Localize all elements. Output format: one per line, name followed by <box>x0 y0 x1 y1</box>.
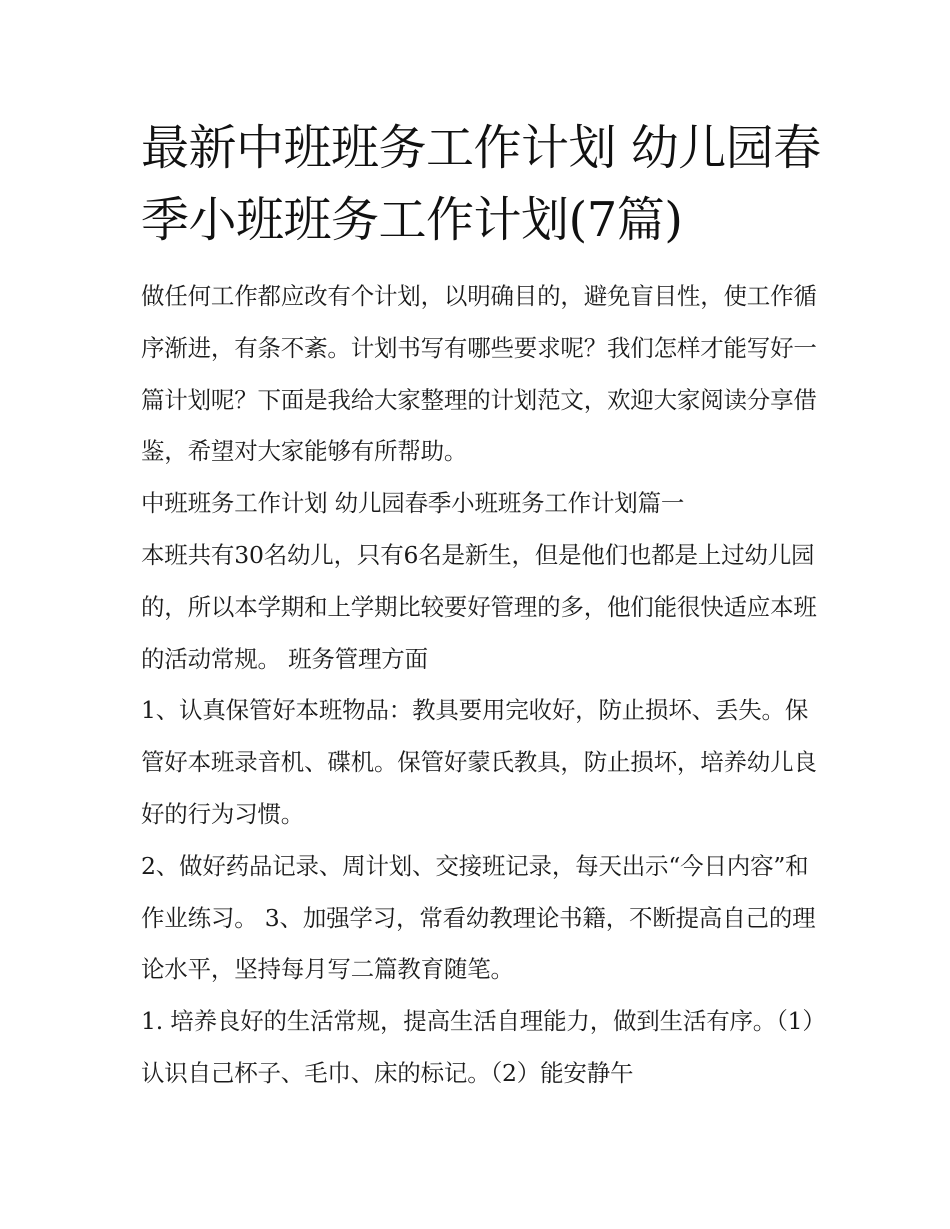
document-body <box>141 112 821 1100</box>
class-overview-paragraph: 本班共有30名幼儿，只有6名是新生，但是他们也都是上过幼儿园的，所以本学期和上学期比较要好管理的多，他们能很快适应本班的活动常规。 班务管理方面 <box>141 540 817 673</box>
list-item-1: 1、认真保管好本班物品：教具要用完收好，防止损坏、丢失。保管好本班录音机、碟机。保管好蒙氏教具，防止损坏，培养幼儿良好的行为习惯。 <box>141 696 817 828</box>
intro-paragraph: 做任何工作都应改有个计划，以明确目的，避免盲目性，使工作循序渐进，有条不紊。计划书写有哪些要求呢？我们怎样才能写好一篇计划呢？下面是我给大家整理的计划范文，欢迎大家阅读分享借鉴，希望对大家能够有所帮助。 <box>141 282 817 466</box>
routine-paragraph: 1. 培养良好的生活常规，提高生活自理能力，做到生活有序。（1）认识自己杯子、毛巾、床的标记。（2）能安静午 <box>141 1007 814 1087</box>
section-heading: 中班班务工作计划 幼儿园春季小班班务工作计划篇一 <box>141 489 685 518</box>
list-item-2-3: 2、做好药品记录、周计划、交接班记录，每天出示“今日内容”和作业练习。 3、加强学习，常看幼教理论书籍，不断提高自己的理论水平，坚持每月写二篇教育随笔。 <box>141 851 816 984</box>
document-title: 最新中班班务工作计划 幼儿园春季小班班务工作计划(7篇) <box>141 120 821 248</box>
